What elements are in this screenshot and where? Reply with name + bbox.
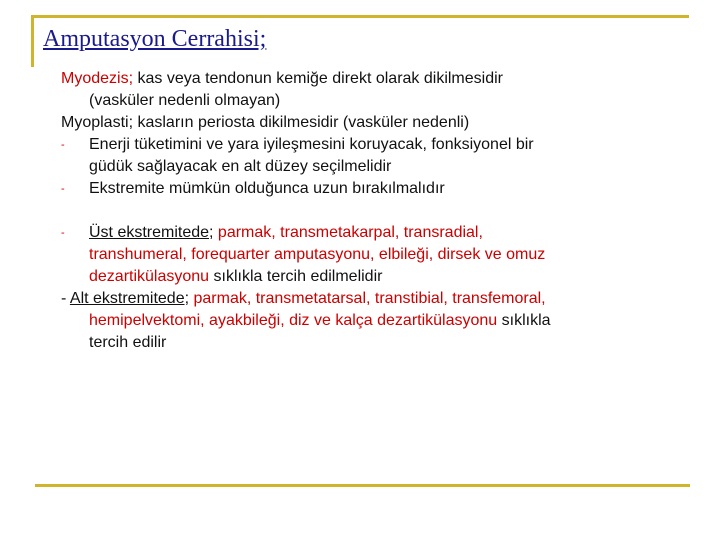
- bullet-length: [61, 178, 661, 200]
- bullet-energy-text: Enerji tüketimini ve yara iyileşmesini koruyacak, fonksiyonel bir: [89, 136, 534, 153]
- lower-dash: -: [61, 290, 70, 307]
- left-rule: [31, 15, 34, 67]
- lower-extremity-rest: sıklıkla: [497, 312, 551, 329]
- blank-line: [61, 200, 661, 222]
- myoplasti-line: [61, 112, 661, 134]
- lower-extremity-line: [61, 288, 661, 310]
- myodezis-text: kas veya tendonun kemiğe direkt olarak dikilmesidir: [133, 70, 503, 87]
- myodezis-line: [61, 68, 661, 90]
- upper-extremity-line-2: transhumeral, forequarter amputasyonu, elbileği, dirsek ve omuz: [89, 246, 546, 263]
- upper-extremity-rest: sıklıkla tercih edilmelidir: [209, 268, 383, 285]
- myodezis-line-2: (vasküler nedenli olmayan): [89, 92, 281, 109]
- upper-extremity-text: parmak, transmetakarpal, transradial,: [213, 224, 483, 241]
- slide-body: [61, 68, 661, 354]
- top-rule: [31, 15, 689, 18]
- dash-bullet: -: [61, 183, 65, 195]
- lower-extremity-colored: hemipelvektomi, ayakbileği, diz ve kalça dezartikülasyonu: [89, 312, 498, 329]
- bullet-energy: [61, 134, 661, 156]
- myoplasti-text: kasların periosta dikilmesidir (vasküler nedenli): [133, 114, 470, 131]
- lower-extremity-line-2: [61, 310, 661, 332]
- upper-extremity-term: Üst ekstremitede;: [89, 224, 214, 241]
- myodezis-term: Myodezis;: [61, 70, 134, 87]
- myoplasti-term: Myoplasti;: [61, 114, 134, 131]
- slide-title: Amputasyon Cerrahisi;: [43, 26, 267, 52]
- lower-extremity-term: Alt ekstremitede;: [69, 290, 190, 307]
- upper-extremity-line-3: [61, 266, 661, 288]
- upper-extremity-line: [61, 222, 661, 244]
- bullet-length-text: Ekstremite mümkün olduğunca uzun bırakılmalıdır: [89, 180, 445, 197]
- dash-bullet: -: [61, 227, 65, 239]
- dash-bullet: -: [61, 139, 65, 151]
- upper-extremity-colored: dezartikülasyonu: [89, 268, 210, 285]
- bullet-energy-line-2: güdük sağlayacak en alt düzey seçilmelidir: [89, 158, 392, 175]
- lower-extremity-text: parmak, transmetatarsal, transtibial, transfemoral,: [189, 290, 546, 307]
- bottom-rule: [35, 484, 690, 487]
- lower-extremity-line-3: tercih edilir: [89, 334, 167, 351]
